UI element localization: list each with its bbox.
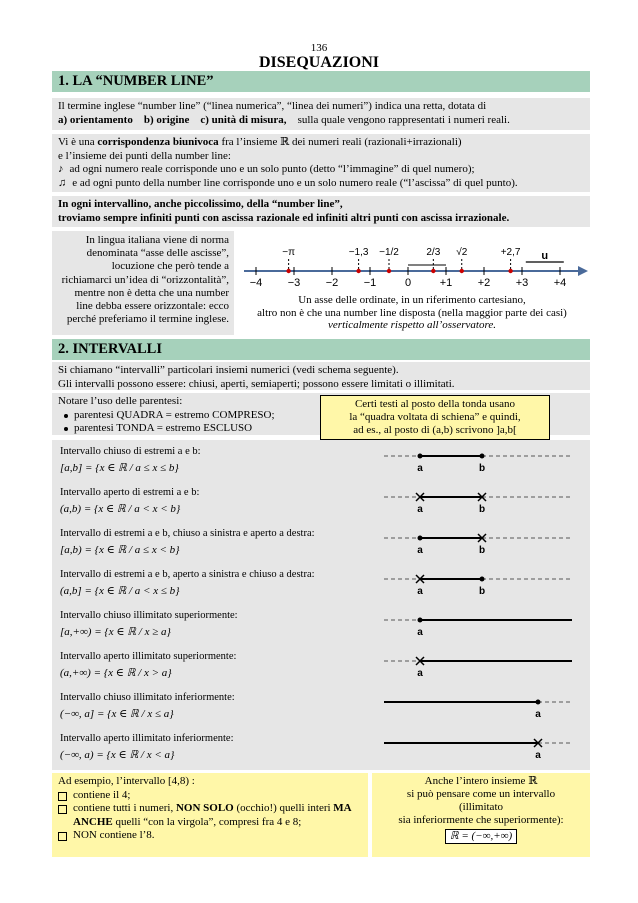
interval-row — [60, 651, 580, 692]
interval-formula: [a,+∞) = {x ∈ ℝ / x ≥ a} — [60, 626, 171, 638]
section-1-heading: 1. LA “NUMBER LINE” — [52, 71, 590, 92]
marker-point — [286, 269, 290, 273]
endpoint-a-label: a — [417, 463, 423, 474]
interval-formula: (a,b) = {x ∈ ℝ / a < x < b} — [60, 503, 181, 515]
density-block — [52, 196, 590, 227]
endpoint-a-closed-dot — [418, 536, 423, 541]
whole-set-box — [372, 773, 590, 857]
whole-formula: ℝ = (−∞,+∞) — [445, 829, 517, 844]
intro-line-1: Si chiamano “intervalli” particolari insiemi numerici (vedi schema seguente). — [58, 364, 399, 376]
endpoint-a-label: a — [417, 627, 423, 638]
bullet-text: parentesi QUADRA = estremo COMPRESO; — [74, 408, 275, 421]
whole-line-4: sia inferiormente che superiormente): — [398, 814, 564, 826]
correspondence-line-2: e l’insieme dei punti della number line: — [58, 149, 231, 162]
properties-tail: sulla quale vengono rappresentati i numeri reali. — [297, 113, 510, 126]
tick-label: +2 — [477, 277, 491, 289]
ex-2e: quelli “con la virgola”, compresi fra 4 e 8; — [112, 815, 302, 828]
interval-formula: [a,b) = {x ∈ ℝ / a ≤ x < b} — [60, 544, 180, 556]
bullet-text: parentesi TONDA = estremo ESCLUSO — [74, 422, 253, 434]
whole-line-1: Anche l’intero insieme ℝ — [424, 775, 538, 787]
interval-formula: (a,+∞) = {x ∈ ℝ / x > a} — [60, 667, 172, 679]
interval-row — [60, 610, 580, 651]
ex-2c: (occhio!) quelli interi — [233, 802, 334, 814]
checkbox-icon — [58, 832, 67, 841]
properties-line — [58, 114, 584, 128]
interval-formula: (−∞, a) = {x ∈ ℝ / x < a} — [60, 749, 175, 761]
interval-diagram — [378, 651, 578, 681]
density-line-2: troviamo sempre infiniti punti con ascissa razionale ed infiniti altri punti con ascissa irrazionale. — [58, 211, 510, 224]
interval-row — [60, 692, 580, 733]
note-line-2: la “quadra voltata di schiena” e quindi, — [349, 411, 521, 423]
correspondence-block — [52, 134, 590, 192]
brackets-block — [52, 393, 590, 435]
bullet-dot-icon — [64, 427, 68, 431]
marker-label: −1,3 — [348, 247, 369, 258]
endpoint-a-label: a — [417, 504, 423, 515]
bullet-dot-icon — [64, 414, 68, 418]
axis-arrow-icon — [578, 266, 588, 276]
music-bullet-1 — [58, 163, 584, 177]
whole-line-2: si può pensare come un intervallo — [406, 788, 556, 800]
interval-label: Intervallo di estremi a e b, chiuso a sinistra e aperto a destra: — [60, 528, 315, 539]
interval-diagram — [378, 610, 578, 640]
interval-label: Intervallo chiuso illimitato inferiormente: — [60, 692, 235, 703]
intervals-intro — [52, 362, 590, 390]
marker-label: 2/3 — [426, 247, 441, 258]
endpoint-a-label: a — [535, 750, 541, 761]
bullet-text: ad ogni numero reale corrisponde uno e un solo punto (detto “l’immagine” di quel numero); — [69, 163, 475, 175]
endpoint-a-label: a — [417, 545, 423, 556]
interval-row — [60, 569, 580, 610]
density-line-1: In ogni intervallino, anche piccolissimo, della “number line”, — [58, 198, 343, 210]
music-note-icon: ♫ — [58, 176, 67, 189]
checkbox-icon — [58, 792, 67, 801]
ordinate-line-1: Un asse delle ordinate, in un riferimento cartesiano, — [298, 294, 526, 306]
marker-point — [356, 269, 360, 273]
endpoint-b-label: b — [478, 545, 486, 556]
intro-line-2: Gli intervalli possono essere: chiusi, aperti, semiaperti; possono essere limitati o illimitati. — [58, 377, 455, 390]
interval-formula: (−∞, a] = {x ∈ ℝ / x ≤ a} — [60, 708, 174, 720]
example-item-3 — [58, 829, 362, 843]
marker-label: √2 — [456, 247, 468, 258]
marker-point — [460, 269, 464, 273]
numberline-area — [52, 231, 590, 335]
property-unit: c) unità di misura, — [200, 113, 287, 126]
example-text: contiene il 4; — [73, 788, 131, 801]
tick-label: −2 — [325, 277, 339, 289]
definition-block — [52, 98, 590, 130]
interval-diagram — [378, 733, 578, 763]
ex-2d: MA ANCHE — [73, 802, 352, 828]
tick-label: −4 — [249, 277, 263, 289]
corr-text-c: fra l’insieme ℝ dei numeri reali (razionali+irrazionali) — [218, 136, 462, 148]
endpoint-b-label: b — [478, 504, 486, 515]
endpoint-b-closed-dot — [480, 454, 485, 459]
endpoint-a-label: a — [417, 668, 423, 679]
example-text: NON contiene l’8. — [73, 829, 155, 841]
definition-line: Il termine inglese “number line” (“linea numerica”, “linea dei numeri”) indica una retta, dotata di — [58, 100, 487, 112]
endpoint-a-closed-dot — [418, 618, 423, 623]
example-text — [73, 802, 362, 829]
interval-diagram — [378, 446, 578, 476]
interval-label: Intervallo aperto illimitato inferiormente: — [60, 733, 234, 744]
music-bullet-2 — [58, 177, 584, 191]
tick-label: 0 — [404, 277, 412, 289]
marker-point — [431, 269, 435, 273]
notare-line: Notare l’uso delle parentesi: — [58, 395, 183, 407]
italian-note: In lingua italiana viene di norma denominata “asse delle ascisse”, locuzione che però tende a richiamarci un’idea di “orizzontalità”, mentre non è detta che una number line debba essere orizzontale: ecco perché preferiamo il termine inglese. — [52, 231, 234, 335]
marker-point — [508, 269, 512, 273]
correspondence-line — [58, 136, 584, 150]
tick-label: +3 — [515, 277, 529, 289]
interval-row — [60, 446, 580, 487]
marker-label: −π — [282, 247, 295, 258]
marker-label: +2,7 — [500, 247, 521, 258]
interval-diagram — [378, 528, 578, 558]
ordinate-line-2: altro non è che una number line disposta (nella maggior parte dei casi) — [257, 306, 567, 319]
tick-label: −1 — [363, 277, 377, 289]
ordinate-note — [234, 294, 590, 332]
endpoint-a-closed-dot — [418, 454, 423, 459]
tick-label: +1 — [439, 277, 453, 289]
endpoint-a-label: a — [417, 586, 423, 597]
marker-point — [387, 269, 391, 273]
section-2-heading: 2. INTERVALLI — [52, 339, 590, 360]
interval-row — [60, 733, 580, 774]
note-line-3: ad es., al posto di (a,b) scrivono ]a,b[ — [353, 424, 517, 436]
music-note-icon: ♪ — [58, 163, 64, 175]
ex-2b: NON SOLO — [175, 802, 234, 814]
example-item-1 — [58, 789, 362, 803]
interval-formula: (a,b] = {x ∈ ℝ / a < x ≤ b} — [60, 585, 180, 597]
example-item-2 — [58, 802, 362, 829]
endpoint-a-closed-dot — [536, 700, 541, 705]
bracket-note-box — [320, 395, 550, 440]
ordinate-line-3: verticalmente rispetto all’osservatore. — [328, 319, 496, 331]
interval-diagram — [378, 569, 578, 599]
note-line-1: Certi testi al posto della tonda usano — [354, 398, 516, 410]
interval-label: Intervallo aperto di estremi a e b: — [60, 487, 200, 498]
endpoint-b-label: b — [478, 463, 486, 474]
interval-formula: [a,b] = {x ∈ ℝ / a ≤ x ≤ b} — [60, 462, 179, 474]
unit-label: u — [541, 250, 549, 262]
property-orientation: a) orientamento — [58, 113, 133, 126]
tick-label: +4 — [553, 277, 567, 289]
interval-label: Intervallo chiuso illimitato superiormente: — [60, 610, 238, 621]
ex-2a: contiene tutti i numeri, — [73, 802, 176, 814]
interval-diagram — [378, 487, 578, 517]
endpoint-b-closed-dot — [480, 577, 485, 582]
example-title: Ad esempio, l’intervallo [4,8) : — [58, 775, 195, 787]
page-number: 136 — [310, 42, 328, 54]
intervals-list — [52, 440, 590, 770]
bullet-text: e ad ogni punto della number line corrisponde uno e un solo numero reale (“l’ascissa” di quel punto). — [72, 176, 518, 189]
number-line-figure — [242, 231, 590, 301]
endpoint-a-label: a — [535, 709, 541, 720]
interval-label: Intervallo chiuso di estremi a e b: — [60, 446, 201, 457]
property-origin: b) origine — [143, 113, 190, 126]
page-title: DISEQUAZIONI — [258, 54, 380, 71]
whole-line-3: (illimitato — [459, 801, 503, 813]
interval-row — [60, 528, 580, 569]
corr-bold: corrispondenza biunivoca — [97, 136, 219, 148]
interval-label: Intervallo aperto illimitato superiormente: — [60, 651, 237, 662]
endpoint-b-label: b — [478, 586, 486, 597]
checkbox-icon — [58, 805, 67, 814]
interval-diagram — [378, 692, 578, 722]
interval-label: Intervallo di estremi a e b, aperto a sinistra e chiuso a destra: — [60, 569, 315, 580]
tick-label: −3 — [287, 277, 301, 289]
interval-row — [60, 487, 580, 528]
example-box — [52, 773, 368, 857]
marker-label: −1/2 — [379, 247, 399, 258]
corr-text-a: Vi è una — [58, 136, 98, 148]
